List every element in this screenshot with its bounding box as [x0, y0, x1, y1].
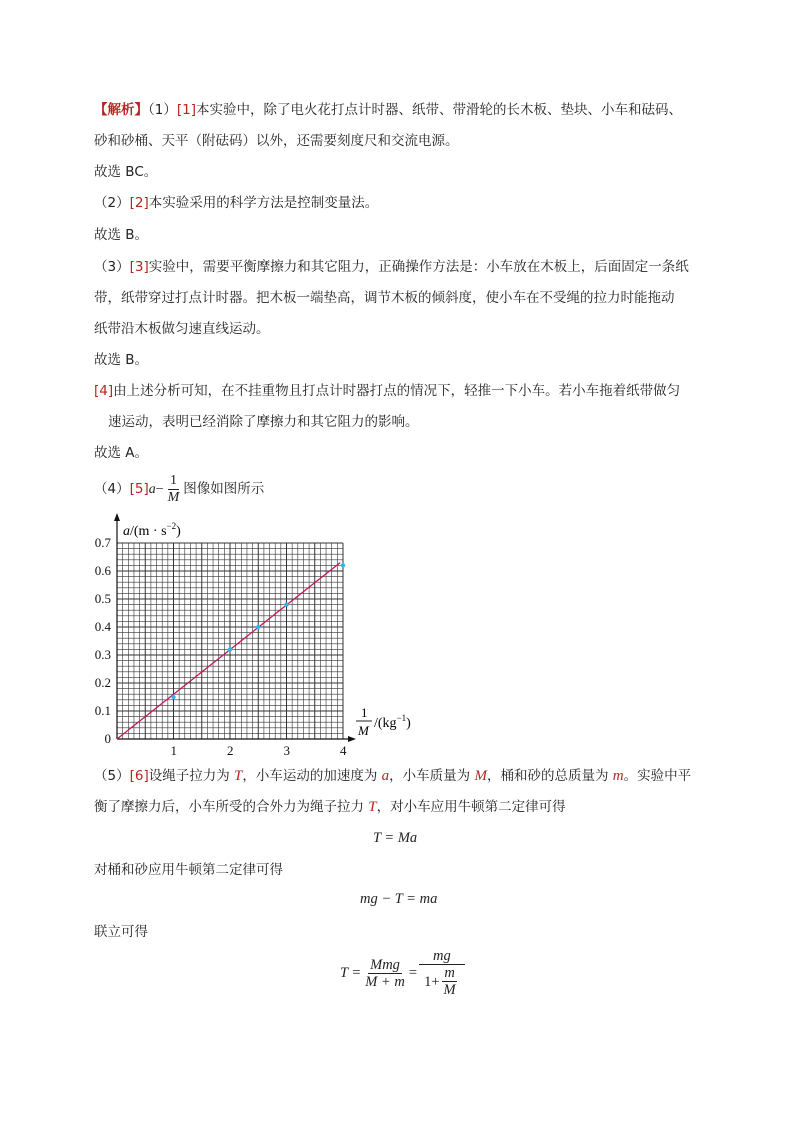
var-T: T: [234, 768, 243, 784]
y-axis-label: $a/(m \cdot s^{-2})$: [123, 521, 181, 539]
answer-2: 故选 B。: [94, 227, 149, 243]
para3-text-c: 纸带沿木板做匀速直线运动。: [94, 321, 270, 337]
para1-line1: [94, 100, 682, 120]
part-label: （4）: [94, 481, 130, 497]
data-point: [256, 625, 260, 629]
x-tick-label: 3: [283, 743, 290, 758]
y-tick-label: 0.3: [94, 647, 111, 662]
eq3-f1-num: Mmg: [370, 956, 400, 973]
answer-3: 故选 B。: [94, 352, 149, 368]
para4-text-a: 由上述分析可知，在不挂重物且打点计时器打点的情况下，轻推一下小车。若小车拖着纸带做匀: [113, 383, 681, 399]
combine-text: 联立可得: [94, 924, 148, 940]
para6-b2: ，对小车应用牛顿第二定律可得: [376, 799, 566, 815]
bucket-text: 对桶和砂应用牛顿第二定律可得: [94, 862, 283, 878]
eq3-lhs: T =: [340, 964, 362, 981]
para4-text-b: 速运动，表明已经消除了摩擦力和其它阻力的影响。: [108, 414, 419, 430]
expr-fraction: [166, 473, 182, 506]
analysis-heading: 【解析】: [94, 102, 148, 118]
x-axis-label-unit: $/(kg^{-1})$: [374, 713, 411, 731]
y-tick-label: 0.6: [94, 563, 111, 578]
chart-series: [117, 563, 345, 739]
data-point: [284, 602, 288, 606]
eq3-fraction-2: [419, 948, 465, 998]
part-label: （2）: [94, 195, 130, 211]
equation-2: mg − T = ma: [360, 891, 438, 907]
eq3-f2-num: mg: [419, 948, 465, 965]
para6-t4: ，桶和砂的总质量为: [486, 768, 613, 784]
para6-t5: 。实验中平: [623, 768, 692, 784]
ref-mark: [6]: [129, 768, 149, 784]
y-tick-label: 0.1: [94, 703, 111, 718]
data-point: [171, 695, 175, 699]
para3-text-a: 实验中，需要平衡摩擦力和其它阻力，正确操作方法是：小车放在木板上，后面固定一条纸: [148, 259, 689, 275]
y-tick-label: 0.2: [94, 675, 111, 690]
eq3-f2-den-frac: [442, 965, 458, 998]
equation-1: T = Ma: [373, 830, 418, 846]
x-axis-label-numerator: 1: [361, 705, 368, 720]
eq3-f2-den: [422, 965, 462, 998]
part-label: （3）: [94, 259, 130, 275]
var-a: a: [381, 768, 390, 784]
y-axis-arrow: [114, 513, 120, 521]
part-label: （1）: [148, 102, 177, 118]
chart-grid: [117, 543, 343, 739]
var-m: m: [612, 768, 624, 784]
ref-mark: [4]: [94, 383, 114, 399]
y-tick-label: 0.7: [94, 535, 111, 550]
y-tick-label: 0.4: [94, 619, 111, 634]
x-tick-label: 2: [227, 743, 234, 758]
expr-a: a: [148, 482, 156, 497]
eq3-f2-den-den: M: [443, 982, 456, 998]
x-tick-label: 1: [170, 743, 177, 758]
var-M: M: [474, 768, 487, 784]
ref-mark: [5]: [129, 481, 149, 497]
a-vs-inverse-m-chart: [0, 505, 794, 775]
answer-4: 故选 A。: [94, 445, 149, 461]
para6-t2: ，小车运动的加速度为: [242, 768, 382, 784]
eq3-equals: =: [408, 964, 417, 981]
equation-3: [340, 948, 467, 998]
para5-line: [94, 472, 264, 507]
part-label: （5）: [94, 768, 130, 784]
expr-minus: −: [155, 482, 164, 497]
para4-line1: [94, 381, 680, 401]
para6-t1: 设绳子拉力为: [148, 768, 235, 784]
answer-1: 故选 BC。: [94, 164, 158, 180]
y-tick-label: 0: [104, 731, 111, 746]
eq3-f2-den-num: m: [444, 965, 455, 981]
para1-text-b: 砂和砂桶、天平（附砝码）以外，还需要刻度尺和交流电源。: [94, 133, 459, 149]
para6-line2: [94, 797, 566, 817]
x-tick-label: 4: [340, 743, 347, 758]
para5-text: 图像如图所示: [183, 481, 265, 497]
ref-mark: [1]: [176, 102, 196, 118]
expr-numerator: 1: [169, 472, 177, 488]
para2-text: 本实验采用的科学方法是控制变量法。: [148, 195, 379, 211]
ref-mark: [3]: [129, 259, 149, 275]
para3-text-b: 带，纸带穿过打点计时器。把木板一端垫高，调节木板的倾斜度，使小车在不受绳的拉力时能拖动: [94, 290, 675, 306]
ref-mark: [2]: [129, 195, 149, 211]
para6-b1: 衡了摩擦力后，小车所受的合外力为绳子拉力: [94, 799, 369, 815]
eq3-f1-den: M + m: [365, 973, 405, 990]
eq3-f2-den-one: 1+: [424, 973, 440, 990]
para1-text-a: 本实验中，除了电火花打点计时器、纸带、带滑轮的长木板、垫块、小车和砝码、: [195, 102, 682, 118]
x-axis-arrow: [348, 736, 356, 742]
para6-line1: [94, 766, 691, 786]
data-point: [228, 647, 232, 651]
expr-denominator: M: [167, 489, 180, 505]
para2-line: [94, 193, 378, 213]
para6-t3: ，小车质量为: [389, 768, 475, 784]
x-axis-label-denominator: M: [358, 723, 369, 738]
var-T: T: [368, 799, 377, 815]
y-tick-label: 0.5: [94, 591, 111, 606]
data-point: [341, 563, 345, 567]
eq3-fraction-1: [363, 957, 407, 990]
para3-line1: [94, 257, 689, 277]
